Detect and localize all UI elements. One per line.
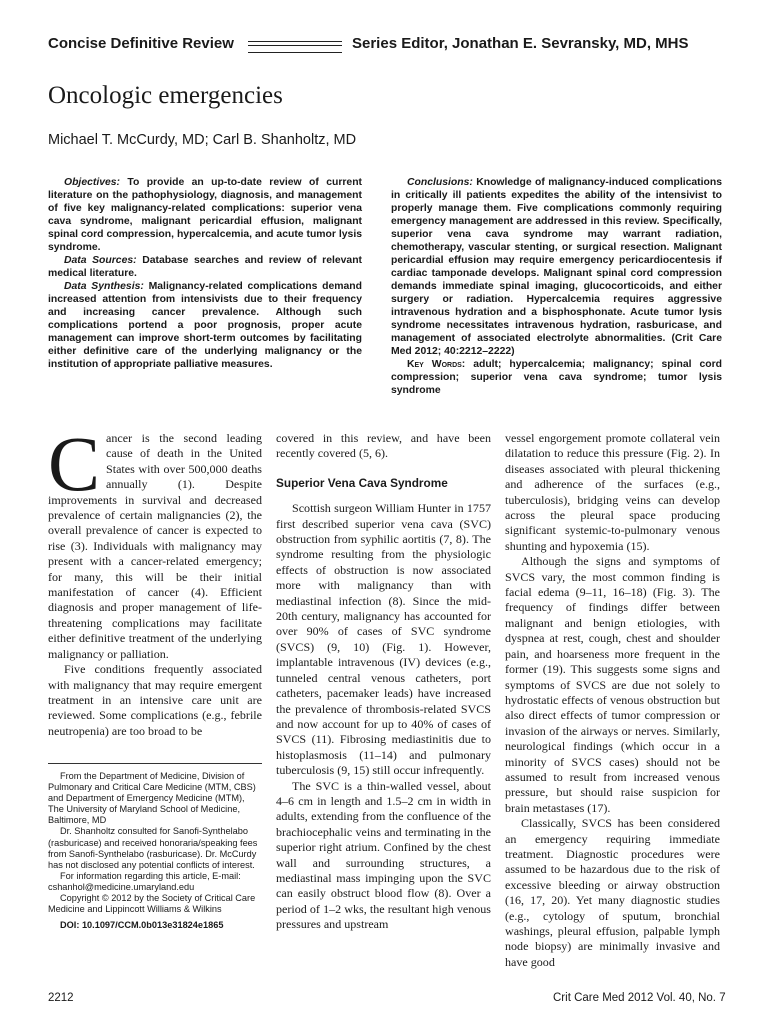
abstract-objectives xyxy=(48,176,362,254)
body-paragraph: ancer is the second leading cause of death in the United States with over 500,000 deaths annually (1). Despite improvements in survival and decreased prevalence of certain malignancies (2), the overall prevalence of cancer is expected to rise (3). Individuals with malignancy may present with a cancer-related emergency; for many, this will be their initial manifestation of cancer (4). Efficient diagnosis and proper management of life-threatening complications may facilitate either definitive treatment of the underlying malignancy or palliation. xyxy=(48,431,262,661)
body-column-2 xyxy=(276,431,491,933)
synthesis-label: Data Synthesis: xyxy=(64,281,144,292)
journal-citation: Crit Care Med 2012 Vol. 40, No. 7 xyxy=(553,992,726,1004)
sources-label: Data Sources: xyxy=(64,255,137,266)
section-heading-svc: Superior Vena Cava Syndrome xyxy=(276,475,448,490)
footnote-copyright: Copyright © 2012 by the Society of Critical Care Medicine and Lippincott Williams & Wilkins xyxy=(48,893,256,915)
footnote-conflicts: Dr. Shanholtz consulted for Sanofi-Synthelabo (rasburicase) and received honoraria/speaking fees from Sanofi-Synthelabo (rasburicase). Dr. McCurdy has not disclosed any potential conflicts of interest. xyxy=(48,826,258,870)
footnote-contact: For information regarding this article, E-mail: cshanhol@medicine.umaryland.edu xyxy=(48,870,241,892)
series-editor: Series Editor, Jonathan E. Sevransky, MD, MHS xyxy=(352,35,689,52)
abstract-left xyxy=(48,176,362,371)
footnote-affiliation: From the Department of Medicine, Division of Pulmonary and Critical Care Medicine (MTM, CBS) and Department of Emergency Medicine (MTM), The University of Maryland School of Medicine, Baltimore, MD xyxy=(48,771,256,826)
body-paragraph: Although the signs and symptoms of SVCS vary, the most common finding is facial edema (9–11, 16–18) (Fig. 3). The frequency of findings differ between malignant and benign etiologies, with dyspnea at rest, cough, chest and shoulder pain, and hoarseness more frequent in the former (19). This suggests some signs and symptoms of SVCS are due not solely to hydrostatic effects of venous obstruction but also direct effects of tumor compression or invasion of the airways or nerves. Similarly, neurological findings (which occur in a minority of SVCS cases) should not be assumed to result from increased venous pressure, but should raise suspicion for brain metastases (17). xyxy=(505,554,720,815)
body-column-3 xyxy=(505,431,720,970)
conclusions-text: Knowledge of malignancy-induced complications in critically ill patients expedites the ability of the intensivist to properly manage them. Five complications commonly requiring emergency management are addressed in this review. Specifically, superior vena cava syndrome may warrant radiation, chemotherapy, vascular stenting, or surgical resection. Malignant pericardial effusion may require emergency pericardiocentesis if cardiac tamponade develops. Malignant spinal cord compression demands immediate spinal imaging, glucocorticoids, and either surgery or radiation. Hypercalcemia requires aggressive intravenous hydration and a bisphosphonate. Acute tumor lysis syndrome necessitates intravenous hydration, rasburicase, and management of associated electrolyte abnormalities. (Crit Care Med 2012; 40:2212–2222) xyxy=(391,177,722,357)
body-paragraph: vessel engorgement promote collateral vein dilatation to reduce this pressure (Fig. 2). In diseases associated with pleural thickening and adherence of the surfaces (e.g., tuberculosis), bridging veins can develop across the pleural space producing significant systemic-to-pulmonary venous shunting and hypoxemia (15). xyxy=(505,431,720,553)
objectives-label: Objectives: xyxy=(64,177,121,188)
abstract-conclusions xyxy=(391,176,722,358)
article-title: Oncologic emergencies xyxy=(48,82,283,109)
body-paragraph: Five conditions frequently associated with malignancy that may require emergent treatment in an intensive care unit are reviewed. Some complications (e.g., febrile neutropenia) are too broad to be xyxy=(48,662,262,738)
footnote-rule xyxy=(48,763,262,764)
abstract-synthesis xyxy=(48,280,362,371)
body-column-1 xyxy=(48,420,262,739)
abstract-sources xyxy=(48,254,362,280)
body-paragraph: The SVC is a thin-walled vessel, about 4–6 cm in length and 1.5–2 cm in width in adults, extending from the confluence of the brachiocephalic veins and terminating in the superior right atrium. Confined by the chest wall and surrounding structures, a mediastinal mass impinging upon the SVC can easily obstruct blood flow (8). Over a period of 1–2 wks, the resultant high venous pressures and upstream xyxy=(276,778,491,932)
series-label: Concise Definitive Review xyxy=(48,35,234,52)
body-paragraph: Classically, SVCS has been considered an emergency requiring immediate treatment. Diagnostic procedures were assumed to be hazardous due to the risk of excessive bleeding or airway obstruction (16, 17, 20). Yet many diagnostic studies (e.g., cytology of sputum, bronchial washings, pleural effusion, palpable lymph node biopsy) are minimally invasive and have good xyxy=(505,816,720,969)
body-paragraph: covered in this review, and have been recently covered (5, 6). xyxy=(276,431,491,461)
header-rule xyxy=(248,41,342,53)
footnote-doi: DOI: 10.1097/CCM.0b013e31824e1865 xyxy=(60,920,224,931)
body-paragraph: Scottish surgeon William Hunter in 1757 first described superior vena cava (SVC) obstruction from syphilic aortitis (7, 8). The syndrome resulting from the physiologic effects of obstruction is now associated more with malignancy than with mediastinal infection (8). Since the mid-20th century, malignancy has accounted for over 90% of cases of SVC syndrome (SVCS) (9, 10) (Fig. 1). However, implantable intravenous (IV) devices (e.g., tunneled central venous catheters, port catheters, pacemaker leads) have increased the prevalence of thrombosis-related SVCS and now account for up to 40% of cases of SVCS (11). Fibrosing mediastinitis due to histoplasmosis (11–14) and pulmonary tuberculosis (9, 15) still occur infrequently. xyxy=(276,501,491,778)
objectives-text: To provide an up-to-date review of current literature on the pathophysiology, diagnosis, and management of five key malignancy-related complications: superior vena cava syndrome, malignant pericardial effusion, malignant spinal cord compression, hypercalcemia, and acute tumor lysis syndrome. xyxy=(48,177,362,253)
conclusions-label: Conclusions: xyxy=(407,177,473,188)
footnotes xyxy=(48,771,262,931)
synthesis-text: Malignancy-related complications demand increased attention from intensivists due to their frequency and increasing cancer prevalence. Although such complications portend a poor prognosis, proper acute management can improve short-term outcomes by facilitating either definitive care of the underlying malignancy or the institution of appropriate palliative measures. xyxy=(48,281,362,370)
sources-text: Database searches and review of relevant medical literature. xyxy=(48,255,363,279)
abstract-right xyxy=(391,176,722,397)
page-number: 2212 xyxy=(48,992,74,1004)
keywords-label: Key Words: xyxy=(407,359,466,370)
keywords-text: adult; hypercalcemia; malignancy; spinal cord compression; superior vena cava syndrome; tumor lysis syndrome xyxy=(391,359,722,396)
abstract-keywords xyxy=(391,358,722,397)
drop-cap: C xyxy=(48,420,101,507)
article-authors: Michael T. McCurdy, MD; Carl B. Shanholtz, MD xyxy=(48,132,357,148)
